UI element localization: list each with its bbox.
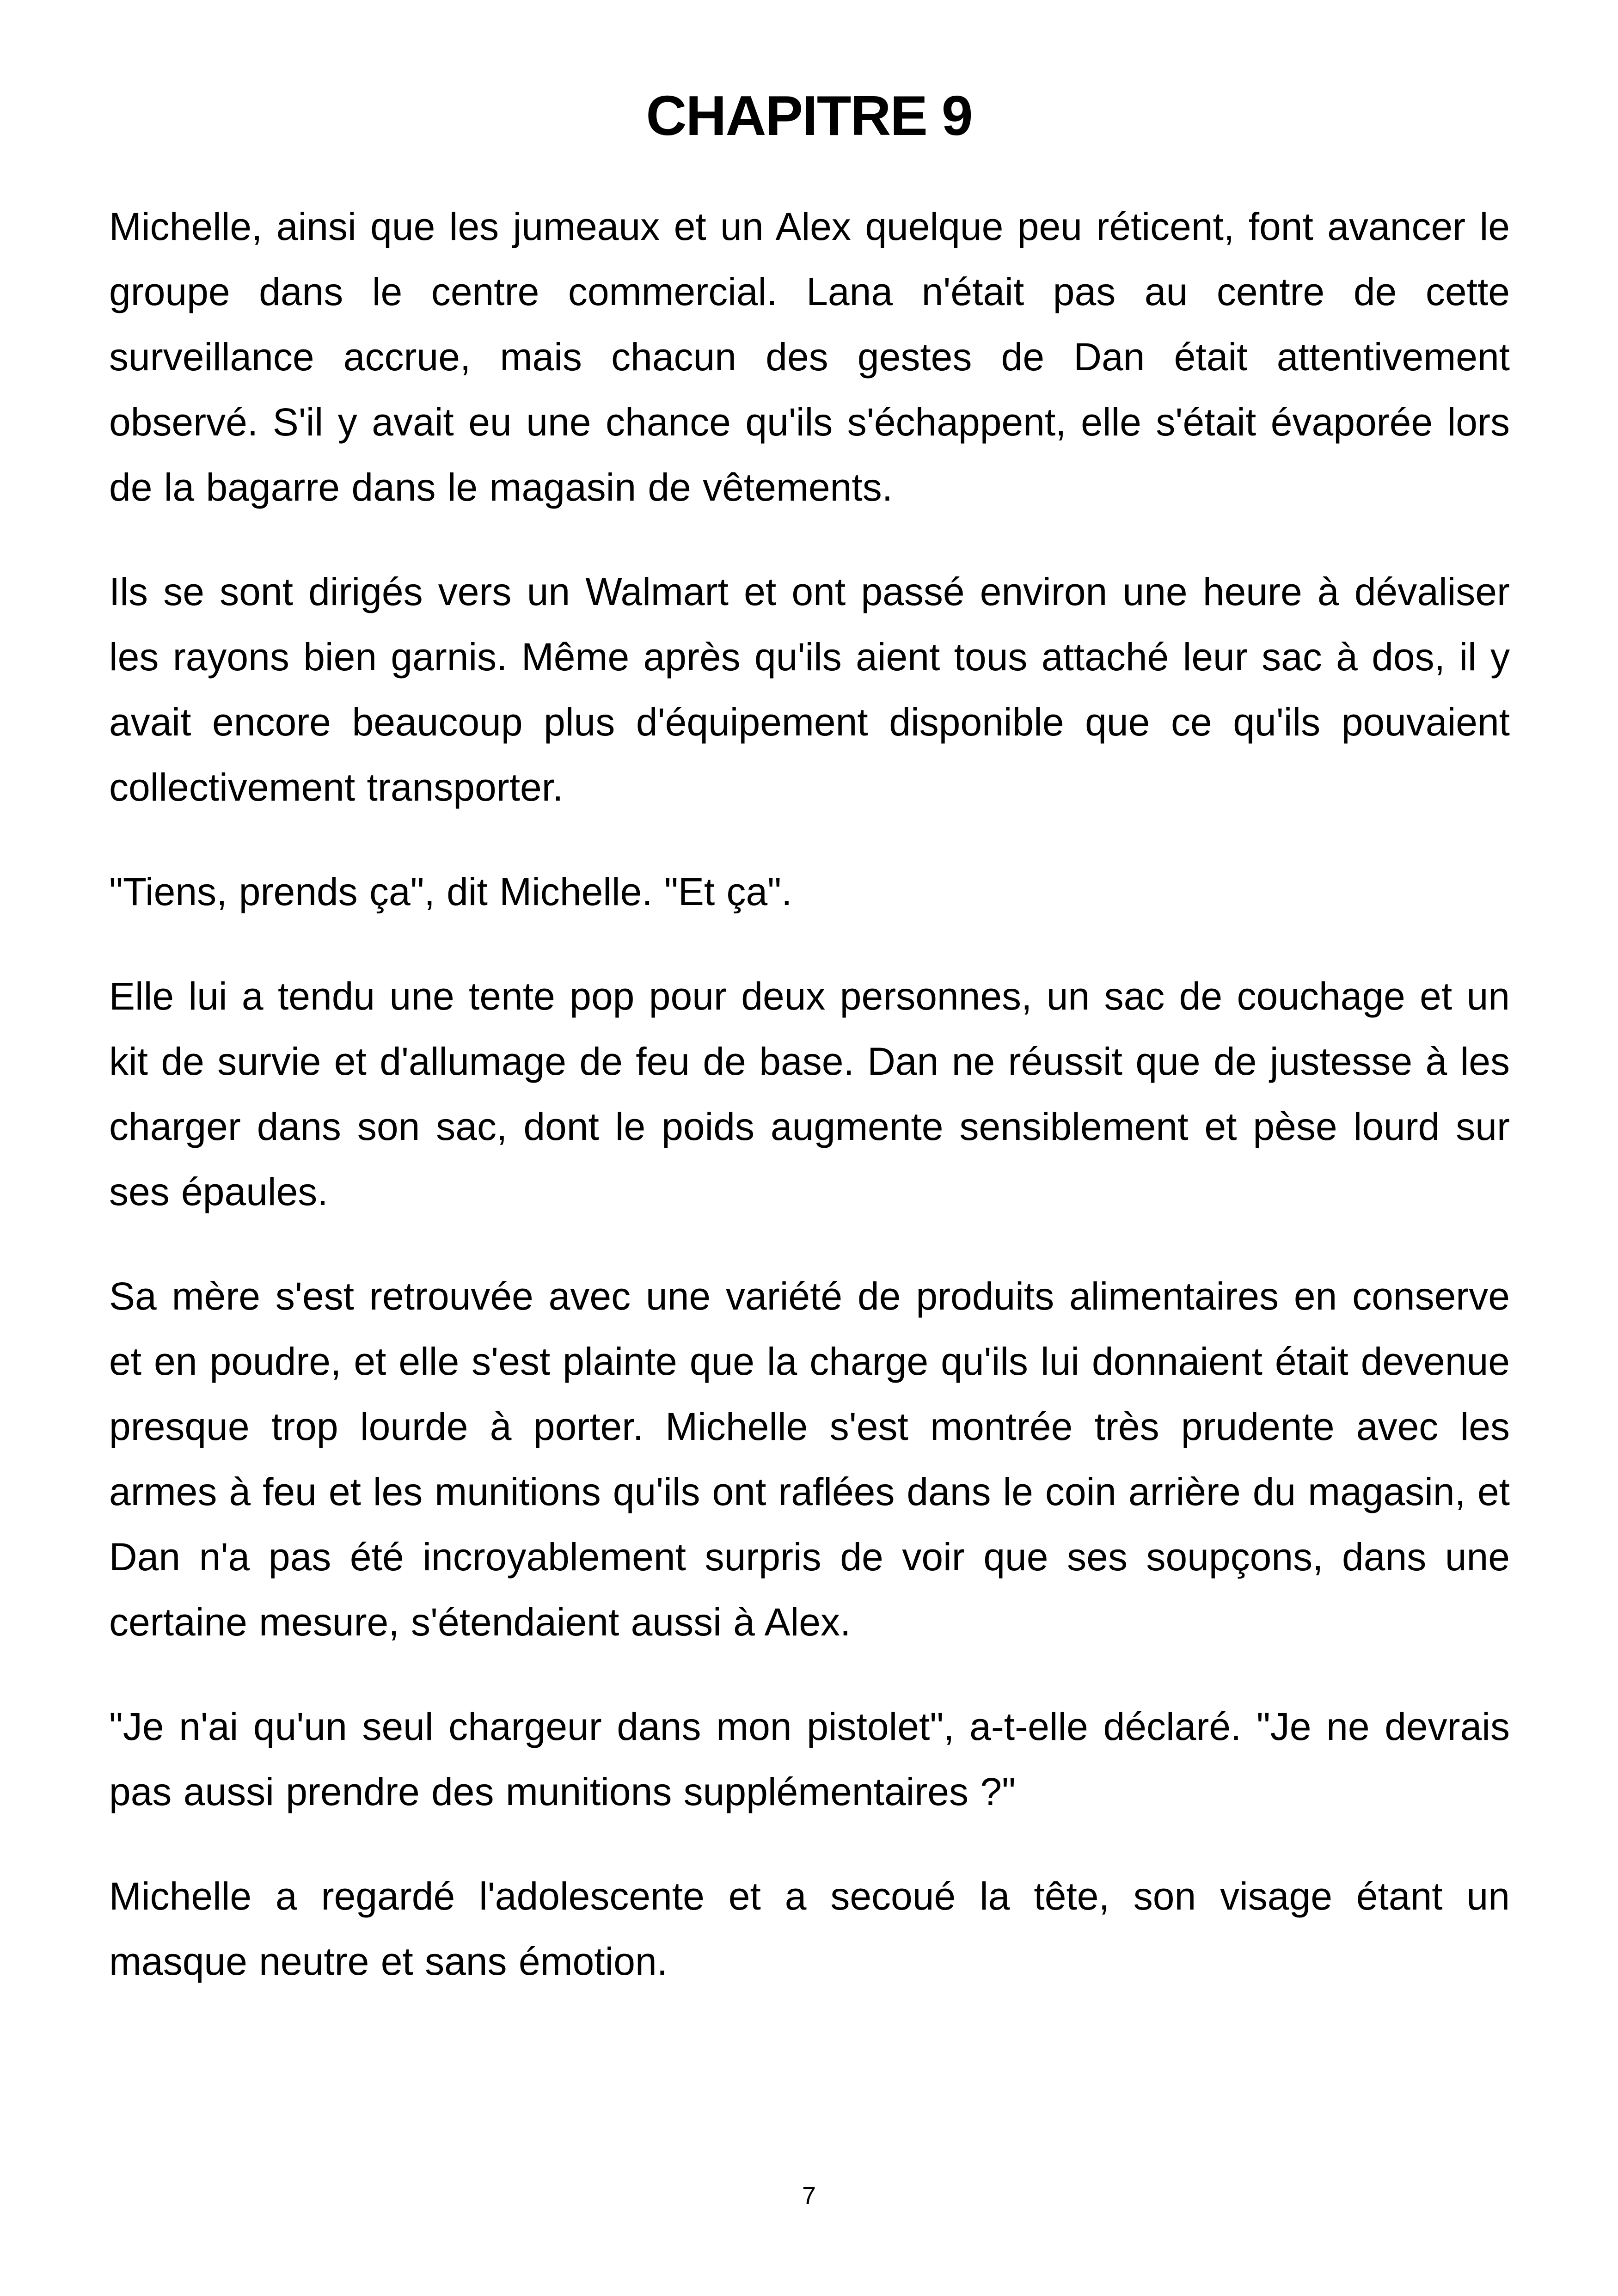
paragraph: Ils se sont dirigés vers un Walmart et ont passé environ une heure à dévaliser les rayons bien garnis. Même après qu'ils aient tous attaché leur sac à dos, il y avait encore beaucoup plus d'équipement disponible que ce qu'ils pouvaient collectivement transporter.: [109, 570, 1510, 809]
chapter-body: [109, 194, 1510, 2033]
paragraph: Michelle, ainsi que les jumeaux et un Alex quelque peu réticent, font avancer le groupe dans le centre commercial. Lana n'était pas au centre de cette surveillance accrue, mais chacun des gestes de Dan était attentivement observé. S'il y avait eu une chance qu'ils s'échappent, elle s'était évaporée lors de la bagarre dans le magasin de vêtements.: [109, 205, 1510, 509]
paragraph: Sa mère s'est retrouvée avec une variété de produits alimentaires en conserve et en poudre, et elle s'est plainte que la charge qu'ils lui donnaient était devenue presque trop lourde à porter. Michelle s'est montrée très prudente avec les armes à feu et les munitions qu'ils ont raflées dans le coin arrière du magasin, et Dan n'a pas été incroyablement surpris de voir que ses soupçons, dans une certaine mesure, s'étendaient aussi à Alex.: [109, 1274, 1510, 1644]
chapter-title: CHAPITRE 9: [646, 84, 972, 147]
paragraph: Michelle a regardé l'adolescente et a secoué la tête, son visage étant un masque neutre et sans émotion.: [109, 1874, 1510, 1983]
page-number: 7: [802, 2182, 816, 2210]
paragraph: "Je n'ai qu'un seul chargeur dans mon pistolet", a-t-elle déclaré. "Je ne devrais pas aussi prendre des munitions supplémentaires ?": [109, 1705, 1510, 1813]
paragraph: Elle lui a tendu une tente pop pour deux personnes, un sac de couchage et un kit de survie et d'allumage de feu de base. Dan ne réussit que de justesse à les charger dans son sac, dont le poids augmente sensiblement et pèse lourd sur ses épaules.: [109, 974, 1510, 1213]
paragraph: "Tiens, prends ça", dit Michelle. "Et ça".: [109, 870, 792, 913]
